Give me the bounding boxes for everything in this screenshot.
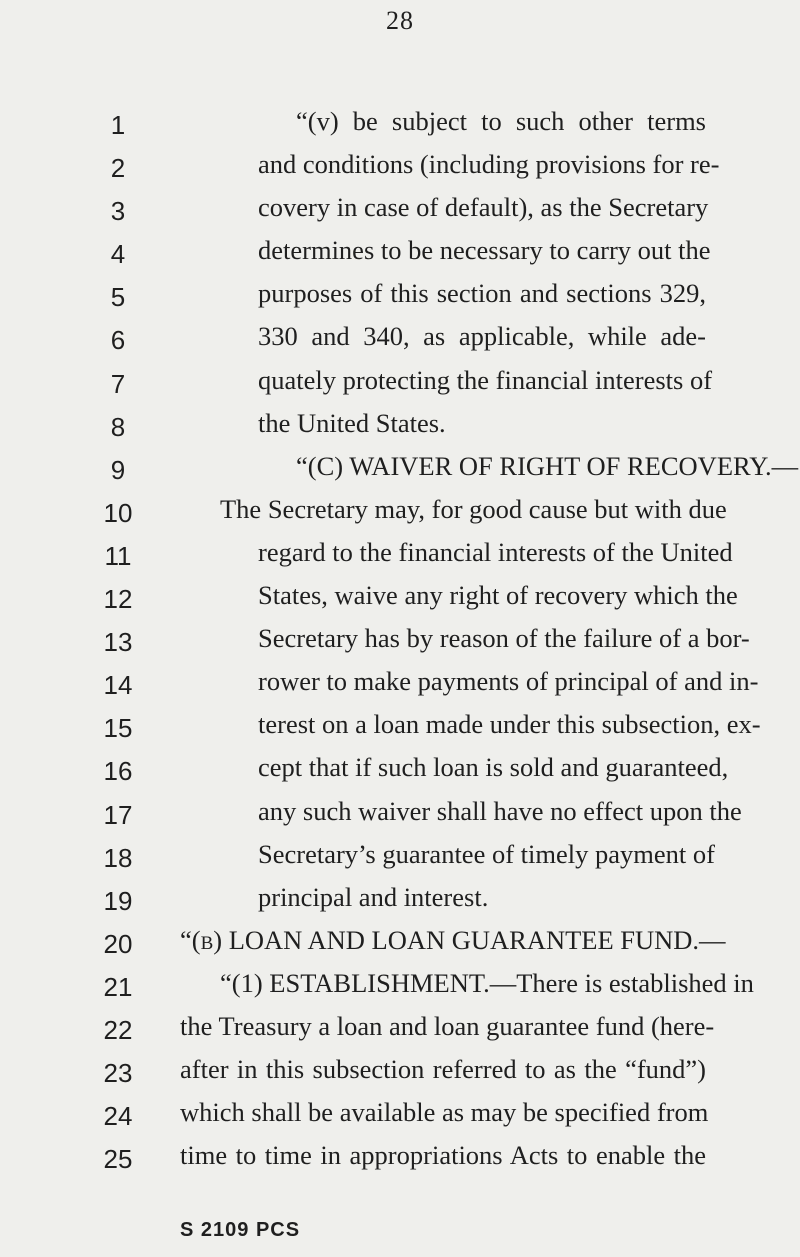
line-number: 6	[110, 325, 126, 356]
bill-line: States, waive any right of recovery which the	[258, 580, 738, 611]
bill-line: quately protecting the financial interests of	[258, 364, 713, 395]
bill-line: cept that if such loan is sold and guaranteed,	[258, 752, 729, 783]
line-number: 3	[110, 196, 126, 227]
bill-line: after in this subsection referred to as the “fund”)	[180, 1054, 706, 1085]
bill-line: “(1) ESTABLISHMENT.—There is established in	[220, 967, 754, 998]
line-number: 14	[103, 670, 133, 701]
line-number: 15	[103, 713, 133, 744]
line-number: 2	[110, 153, 126, 184]
bill-line: and conditions (including provisions for re-	[258, 149, 720, 180]
section-heading: “(b) LOAN AND LOAN GUARANTEE FUND.—	[180, 924, 726, 955]
line-number: 25	[103, 1144, 133, 1175]
line-number: 8	[110, 411, 126, 442]
bill-line: purposes of this section and sections 329,	[258, 278, 706, 309]
line-number: 22	[103, 1014, 133, 1045]
line-number: 19	[103, 885, 133, 916]
bill-line: any such waiver shall have no effect upon the	[258, 795, 742, 826]
bill-line: Secretary’s guarantee of timely payment of	[258, 838, 715, 869]
line-number: 7	[110, 368, 126, 399]
line-number: 17	[103, 799, 133, 830]
line-number: 5	[110, 282, 126, 313]
bill-line: determines to be necessary to carry out the	[258, 235, 711, 266]
bill-line: rower to make payments of principal of and in-	[258, 666, 759, 697]
bill-text	[0, 100, 800, 1177]
bill-line: the Treasury a loan and loan guarantee fund (here-	[180, 1010, 715, 1041]
line-number: 10	[103, 497, 133, 528]
section-heading: “(C) WAIVER OF RIGHT OF RECOVERY.—	[296, 450, 799, 481]
bill-line: terest on a loan made under this subsection, ex-	[258, 709, 761, 740]
line-number: 12	[103, 584, 133, 615]
bill-line: which shall be available as may be specified from	[180, 1097, 709, 1128]
line-number: 18	[103, 842, 133, 873]
bill-line: 330 and 340, as applicable, while ade-	[258, 321, 706, 352]
bill-line: the United States.	[258, 407, 446, 438]
line-number: 13	[103, 627, 133, 658]
bill-line: “(v) be subject to such other terms	[296, 106, 706, 136]
line-number: 1	[110, 110, 126, 140]
bill-line: The Secretary may, for good cause but with due	[220, 493, 727, 524]
line-number: 20	[103, 928, 133, 959]
line-number: 16	[103, 756, 133, 787]
bill-line: regard to the financial interests of the United	[258, 536, 733, 567]
line-number: 23	[103, 1058, 133, 1089]
bill-identifier: S 2109 PCS	[180, 1219, 301, 1241]
line-number: 21	[103, 971, 133, 1002]
bill-line: time to time in appropriations Acts to enable the	[180, 1140, 706, 1171]
bill-line: principal and interest.	[258, 881, 489, 912]
line-number: 4	[110, 239, 126, 270]
bill-line: covery in case of default), as the Secretary	[258, 192, 709, 223]
page-number: 28	[386, 6, 414, 35]
line-number: 11	[104, 540, 132, 571]
line-number: 24	[103, 1101, 133, 1132]
bill-line: Secretary has by reason of the failure of a bor-	[258, 623, 750, 654]
line-number: 9	[110, 454, 126, 485]
